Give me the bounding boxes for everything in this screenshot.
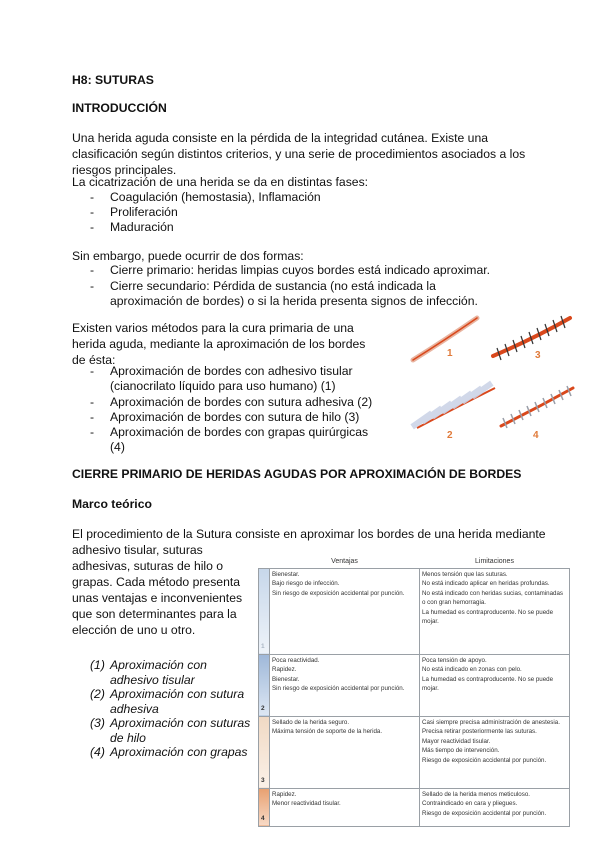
- subsection-title: Marco teórico: [72, 497, 152, 511]
- thread-suture-illustration: [493, 316, 570, 360]
- staples-illustration: [501, 386, 573, 428]
- list-item: - Aproximación de bordes con adhesivo tisular (cianocrilato líquido para uso humano) (1): [72, 364, 382, 394]
- list-item: - Aproximación de bordes con grapas quirúrgicas (4): [72, 425, 382, 455]
- list-item: - Cierre secundario: Pérdida de sustancia (no está indicada la aproximación de bordes) o si la herida presenta signos de infección.: [72, 279, 502, 309]
- list-item: - Aproximación de bordes con sutura de hilo (3): [72, 410, 382, 425]
- ventajas-cell: Sellado de la herida seguro. Máxima tensión de soporte de la herida.: [270, 716, 420, 788]
- column-header-ventajas: Ventajas: [331, 558, 358, 566]
- list-item: (1) Aproximación con adhesivo tisular: [90, 658, 207, 687]
- limitaciones-cell: Sellado de la herida menos meticuloso. Contraindicado en cara y pliegues. Riesgo de exposición accidental por punción.: [420, 788, 570, 826]
- adhesive-strips-illustration: [410, 381, 495, 430]
- adhesive-wound-illustration: [413, 318, 477, 360]
- phases-list: [72, 190, 492, 235]
- row-number: 3: [259, 716, 270, 788]
- table-header-row: [259, 556, 570, 568]
- figure-label-4: 4: [533, 430, 539, 441]
- wound-closure-figure: [405, 310, 585, 445]
- list-item: - Aproximación de bordes con sutura adhesiva (2): [72, 395, 382, 410]
- table-row: [259, 716, 570, 788]
- table-row: [259, 654, 570, 716]
- list-item: (4) Aproximación con grapas: [90, 745, 248, 759]
- limitaciones-cell: Menos tensión que las suturas. No está indicado aplicar en heridas profundas. No está indicado con heridas sucias, contaminadas o con gran hemorragia. La humedad es contraproducente. No se puede mojar.: [420, 568, 570, 654]
- document-heading: H8: SUTURAS: [72, 73, 154, 87]
- row-number: 4: [259, 788, 270, 826]
- list-item: (3) Aproximación con suturas de hilo: [90, 716, 251, 745]
- phases-intro: La cicatrización de una herida se da en distintas fases:: [72, 175, 369, 189]
- list-item: (2) Aproximación con sutura adhesiva: [90, 687, 245, 716]
- limitaciones-cell: Casi siempre precisa administración de anestesia. Precisa retirar posteriormente las suturas. Mayor reactividad tisular. Más tiempo de intervención. Riesgo de exposición accidental por punción.: [420, 716, 570, 788]
- list-item: - Coagulación (hemostasia), Inflamación: [72, 190, 492, 205]
- table-row: [259, 568, 570, 654]
- figure-label-2: 2: [447, 430, 453, 441]
- section-title: CIERRE PRIMARIO DE HERIDAS AGUDAS POR APROXIMACIÓN DE BORDES: [72, 467, 522, 481]
- ventajas-cell: Bienestar. Bajo riesgo de infección. Sin riesgo de exposición accidental por punción.: [270, 568, 420, 654]
- marco-paragraph: adhesivo tisular, suturas adhesivas, suturas de hilo o grapas. Cada método presenta unas ventajas e inconvenientes que son determinantes para la elección de uno u otro.: [72, 543, 243, 637]
- methods-list: [72, 364, 382, 455]
- row-number: 2: [259, 654, 270, 716]
- column-header-limitaciones: Limitaciones: [475, 558, 514, 566]
- forms-list: [72, 263, 502, 309]
- table-row: [259, 788, 570, 826]
- figure-label-1: 1: [447, 348, 453, 359]
- figure-label-3: 3: [535, 350, 541, 361]
- marco-paragraph-line: El procedimiento de la Sutura consiste en aproximar los bordes de una herida mediante: [72, 527, 546, 541]
- list-item: - Cierre primario: heridas limpias cuyos bordes está indicado aproximar.: [72, 263, 502, 278]
- row-number: 1: [259, 568, 270, 654]
- list-item: - Maduración: [72, 220, 492, 235]
- list-item: - Proliferación: [72, 205, 492, 220]
- forms-intro: Sin embargo, puede ocurrir de dos formas:: [72, 249, 304, 263]
- intro-paragraph: Una herida aguda consiste en la pérdida de la integridad cutánea. Existe una clasificación según distintos criterios, y una serie de procedimientos asociados a los riesgos principales.: [72, 131, 526, 177]
- approximation-list: [90, 658, 258, 760]
- comparison-table: [258, 556, 570, 827]
- ventajas-cell: Poca reactividad. Rapidez. Bienestar. Sin riesgo de exposición accidental por punción.: [270, 654, 420, 716]
- methods-intro: Existen varios métodos para la cura primaria de una herida aguda, mediante la aproximación de los bordes de ésta:: [72, 321, 366, 367]
- ventajas-cell: Rapidez. Menor reactividad tisular.: [270, 788, 420, 826]
- intro-title: INTRODUCCIÓN: [72, 101, 167, 115]
- limitaciones-cell: Poca tensión de apoyo. No está indicado en zonas con pelo. La humedad es contraproducente. No se puede mojar.: [420, 654, 570, 716]
